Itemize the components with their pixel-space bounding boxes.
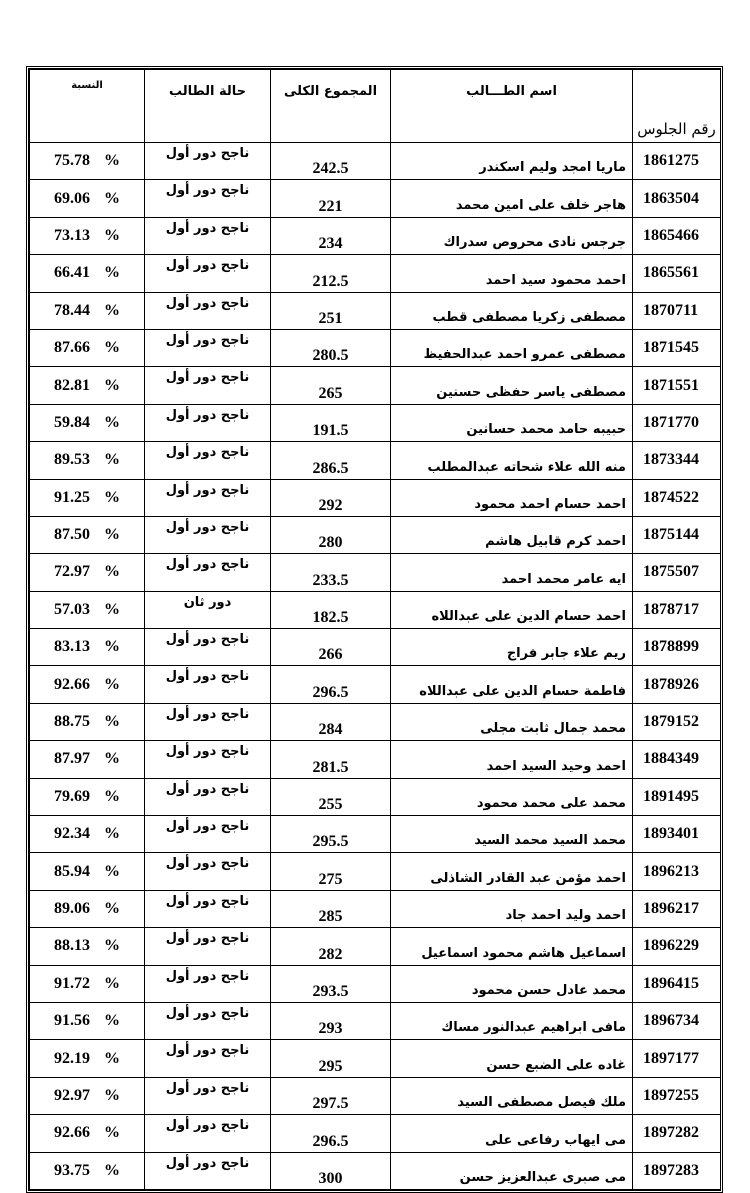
total-cell: 212.5 — [271, 255, 391, 292]
table-row — [30, 1077, 721, 1114]
percent-cell — [30, 816, 145, 853]
total-cell: 221 — [271, 180, 391, 217]
percent-value: 92.34 — [54, 825, 90, 843]
student-name-cell: مصطفى ياسر حفظى حسنين — [391, 367, 633, 404]
percent-value: 87.50 — [54, 526, 90, 544]
total-cell: 234 — [271, 217, 391, 254]
total-cell: 295 — [271, 1040, 391, 1077]
total-cell: 295.5 — [271, 816, 391, 853]
table-row — [30, 217, 721, 254]
header-total: المجموع الكلى — [271, 70, 391, 143]
percent-cell — [30, 217, 145, 254]
percent-sign: % — [104, 900, 120, 917]
table-row — [30, 1152, 721, 1189]
status-cell: ناجح دور أول — [145, 143, 271, 180]
percent-value: 69.06 — [54, 189, 90, 207]
status-cell: ناجح دور أول — [145, 703, 271, 740]
table-row — [30, 703, 721, 740]
student-name-cell: فاطمة حسام الدين على عبداللاه — [391, 666, 633, 703]
table-row — [30, 479, 721, 516]
percent-value: 91.72 — [54, 974, 90, 992]
percent-cell — [30, 1115, 145, 1152]
student-name-cell: ملك فيصل مصطفى السيد — [391, 1077, 633, 1114]
seat-number-cell: 1874522 — [633, 479, 721, 516]
table-row — [30, 292, 721, 329]
table-row — [30, 890, 721, 927]
status-cell: ناجح دور أول — [145, 1077, 271, 1114]
student-name-cell: احمد وليد احمد جاد — [391, 890, 633, 927]
results-sheet — [26, 66, 723, 1193]
status-cell: ناجح دور أول — [145, 255, 271, 292]
student-name-cell: مافى ابراهيم عبدالنور مساك — [391, 1002, 633, 1039]
student-name-cell: ايه عامر محمد احمد — [391, 554, 633, 591]
status-cell: ناجح دور أول — [145, 329, 271, 366]
status-cell: ناجح دور أول — [145, 1152, 271, 1189]
percent-sign: % — [104, 451, 120, 469]
status-cell: ناجح دور أول — [145, 965, 271, 1002]
percent-sign: % — [104, 488, 120, 506]
status-cell: ناجح دور أول — [145, 217, 271, 254]
percent-sign: % — [104, 152, 120, 170]
percent-sign: % — [104, 974, 120, 992]
table-row — [30, 928, 721, 965]
table-row — [30, 442, 721, 479]
student-name-cell: احمد حسام احمد محمود — [391, 479, 633, 516]
student-name-cell: مصطفى زكريا مصطفى قطب — [391, 292, 633, 329]
percent-cell — [30, 143, 145, 180]
percent-cell — [30, 442, 145, 479]
total-cell: 266 — [271, 629, 391, 666]
table-row — [30, 1002, 721, 1039]
seat-number-cell: 1897283 — [633, 1152, 721, 1189]
percent-cell — [30, 928, 145, 965]
percent-sign: % — [104, 1124, 120, 1142]
results-table-body — [30, 70, 721, 1190]
student-name-cell: مصطفى عمرو احمد عبدالحفيظ — [391, 329, 633, 366]
seat-number-cell: 1891495 — [633, 778, 721, 815]
table-row — [30, 965, 721, 1002]
header-name: اسم الطـــالب — [391, 70, 633, 143]
percent-value: 75.78 — [54, 152, 90, 170]
student-name-cell: احمد حسام الدين على عبداللاه — [391, 591, 633, 628]
total-cell: 182.5 — [271, 591, 391, 628]
seat-number-cell: 1896217 — [633, 890, 721, 927]
percent-cell — [30, 703, 145, 740]
status-cell: ناجح دور أول — [145, 1115, 271, 1152]
percent-sign: % — [104, 1161, 120, 1179]
percent-cell — [30, 965, 145, 1002]
table-row — [30, 329, 721, 366]
table-row — [30, 666, 721, 703]
percent-value: 59.84 — [54, 413, 90, 431]
total-cell: 296.5 — [271, 666, 391, 703]
table-row — [30, 629, 721, 666]
total-cell: 296.5 — [271, 1115, 391, 1152]
percent-cell — [30, 479, 145, 516]
percent-cell — [30, 516, 145, 553]
total-cell: 280.5 — [271, 329, 391, 366]
status-cell: ناجح دور أول — [145, 778, 271, 815]
student-name-cell: ماريا امجد وليم اسكندر — [391, 143, 633, 180]
status-cell: ناجح دور أول — [145, 853, 271, 890]
table-row — [30, 816, 721, 853]
percent-value: 72.97 — [54, 563, 90, 581]
table-row — [30, 778, 721, 815]
total-cell: 293.5 — [271, 965, 391, 1002]
student-name-cell: غاده على الضبع حسن — [391, 1040, 633, 1077]
percent-cell — [30, 554, 145, 591]
total-cell: 275 — [271, 853, 391, 890]
percent-sign: % — [104, 1086, 120, 1104]
total-cell: 255 — [271, 778, 391, 815]
seat-number-cell: 1878926 — [633, 666, 721, 703]
percent-value: 87.97 — [54, 750, 90, 768]
percent-value: 92.19 — [54, 1049, 90, 1067]
total-cell: 293 — [271, 1002, 391, 1039]
percent-value: 89.06 — [54, 900, 90, 917]
status-cell: ناجح دور أول — [145, 180, 271, 217]
total-cell: 286.5 — [271, 442, 391, 479]
percent-value: 93.75 — [54, 1161, 90, 1179]
header-status: حالة الطالب — [145, 70, 271, 143]
percent-cell — [30, 629, 145, 666]
table-row — [30, 404, 721, 441]
seat-number-cell: 1873344 — [633, 442, 721, 479]
percent-cell — [30, 367, 145, 404]
percent-cell — [30, 778, 145, 815]
percent-cell — [30, 180, 145, 217]
seat-number-cell: 1897255 — [633, 1077, 721, 1114]
percent-cell — [30, 404, 145, 441]
percent-sign: % — [104, 675, 120, 693]
percent-value: 92.97 — [54, 1086, 90, 1104]
table-row — [30, 255, 721, 292]
student-name-cell: جرجس نادى محروص سدراك — [391, 217, 633, 254]
table-row — [30, 143, 721, 180]
percent-sign: % — [104, 301, 120, 319]
percent-cell — [30, 1002, 145, 1039]
status-cell: ناجح دور أول — [145, 516, 271, 553]
table-row — [30, 591, 721, 628]
student-name-cell: احمد مؤمن عبد القادر الشاذلى — [391, 853, 633, 890]
percent-value: 92.66 — [54, 675, 90, 693]
status-cell: ناجح دور أول — [145, 367, 271, 404]
seat-number-cell: 1884349 — [633, 741, 721, 778]
seat-number-cell: 1861275 — [633, 143, 721, 180]
seat-number-cell: 1870711 — [633, 292, 721, 329]
table-row — [30, 180, 721, 217]
percent-sign: % — [104, 413, 120, 431]
percent-cell — [30, 255, 145, 292]
table-row — [30, 516, 721, 553]
percent-cell — [30, 329, 145, 366]
results-table — [29, 69, 721, 1190]
percent-cell — [30, 741, 145, 778]
seat-number-cell: 1897177 — [633, 1040, 721, 1077]
percent-cell — [30, 591, 145, 628]
student-name-cell: محمد على محمد محمود — [391, 778, 633, 815]
percent-sign: % — [104, 937, 120, 955]
table-row — [30, 853, 721, 890]
percent-cell — [30, 292, 145, 329]
seat-number-cell: 1897282 — [633, 1115, 721, 1152]
percent-sign: % — [104, 1012, 120, 1030]
total-cell: 292 — [271, 479, 391, 516]
student-name-cell: محمد عادل حسن محمود — [391, 965, 633, 1002]
percent-cell — [30, 853, 145, 890]
percent-value: 57.03 — [54, 600, 90, 618]
percent-value: 92.66 — [54, 1124, 90, 1142]
percent-sign: % — [104, 189, 120, 207]
seat-number-cell: 1896415 — [633, 965, 721, 1002]
total-cell: 265 — [271, 367, 391, 404]
percent-sign: % — [104, 750, 120, 768]
total-cell: 297.5 — [271, 1077, 391, 1114]
status-cell: ناجح دور أول — [145, 890, 271, 927]
status-cell: ناجح دور أول — [145, 629, 271, 666]
student-name-cell: اسماعيل هاشم محمود اسماعيل — [391, 928, 633, 965]
seat-number-cell: 1896734 — [633, 1002, 721, 1039]
seat-number-cell: 1875144 — [633, 516, 721, 553]
seat-number-cell: 1896213 — [633, 853, 721, 890]
total-cell: 284 — [271, 703, 391, 740]
table-row — [30, 1040, 721, 1077]
percent-cell — [30, 666, 145, 703]
student-name-cell: احمد وحيد السيد احمد — [391, 741, 633, 778]
seat-number-cell: 1893401 — [633, 816, 721, 853]
seat-number-cell: 1863504 — [633, 180, 721, 217]
percent-value: 82.81 — [54, 376, 90, 394]
seat-number-cell: 1871770 — [633, 404, 721, 441]
seat-number-cell: 1871551 — [633, 367, 721, 404]
total-cell: 281.5 — [271, 741, 391, 778]
seat-number-cell: 1865561 — [633, 255, 721, 292]
status-cell: ناجح دور أول — [145, 404, 271, 441]
seat-number-cell: 1878899 — [633, 629, 721, 666]
status-cell: ناجح دور أول — [145, 741, 271, 778]
percent-value: 73.13 — [54, 226, 90, 244]
percent-value: 91.56 — [54, 1012, 90, 1030]
status-cell: ناجح دور أول — [145, 479, 271, 516]
percent-cell — [30, 890, 145, 927]
seat-number-cell: 1871545 — [633, 329, 721, 366]
percent-value: 88.13 — [54, 937, 90, 955]
status-cell: ناجح دور أول — [145, 928, 271, 965]
percent-value: 66.41 — [54, 264, 90, 282]
status-cell: ناجح دور أول — [145, 1002, 271, 1039]
percent-sign: % — [104, 638, 120, 656]
student-name-cell: محمد السيد محمد السيد — [391, 816, 633, 853]
total-cell: 242.5 — [271, 143, 391, 180]
percent-sign: % — [104, 264, 120, 282]
percent-sign: % — [104, 713, 120, 731]
seat-number-cell: 1865466 — [633, 217, 721, 254]
status-cell: ناجح دور أول — [145, 1040, 271, 1077]
table-row — [30, 367, 721, 404]
total-cell: 233.5 — [271, 554, 391, 591]
header-percent: النسبة — [30, 70, 145, 143]
percent-value: 78.44 — [54, 301, 90, 319]
header-seat-number: رقم الجلوس — [633, 70, 721, 143]
student-name-cell: منه الله علاء شحاته عبدالمطلب — [391, 442, 633, 479]
percent-sign: % — [104, 825, 120, 843]
status-cell: ناجح دور أول — [145, 666, 271, 703]
student-name-cell: احمد محمود سيد احمد — [391, 255, 633, 292]
table-row — [30, 1115, 721, 1152]
percent-value: 83.13 — [54, 638, 90, 656]
percent-sign: % — [104, 862, 120, 880]
percent-cell — [30, 1040, 145, 1077]
status-cell: ناجح دور أول — [145, 442, 271, 479]
total-cell: 191.5 — [271, 404, 391, 441]
percent-sign: % — [104, 226, 120, 244]
student-name-cell: حبيبه حامد محمد حسانين — [391, 404, 633, 441]
status-cell: دور ثان — [145, 591, 271, 628]
total-cell: 282 — [271, 928, 391, 965]
percent-sign: % — [104, 376, 120, 394]
seat-number-cell: 1875507 — [633, 554, 721, 591]
seat-number-cell: 1879152 — [633, 703, 721, 740]
seat-number-cell: 1896229 — [633, 928, 721, 965]
student-name-cell: هاجر خلف على امين محمد — [391, 180, 633, 217]
table-header-row — [30, 70, 721, 143]
student-name-cell: مى صبرى عبدالعزيز حسن — [391, 1152, 633, 1189]
percent-value: 89.53 — [54, 451, 90, 469]
total-cell: 251 — [271, 292, 391, 329]
percent-value: 79.69 — [54, 787, 90, 805]
student-name-cell: مى ايهاب رفاعى على — [391, 1115, 633, 1152]
percent-value: 88.75 — [54, 713, 90, 731]
percent-sign: % — [104, 1049, 120, 1067]
table-row — [30, 554, 721, 591]
total-cell: 300 — [271, 1152, 391, 1189]
percent-value: 91.25 — [54, 488, 90, 506]
student-name-cell: احمد كرم قابيل هاشم — [391, 516, 633, 553]
total-cell: 285 — [271, 890, 391, 927]
percent-cell — [30, 1077, 145, 1114]
percent-sign: % — [104, 787, 120, 805]
status-cell: ناجح دور أول — [145, 554, 271, 591]
student-name-cell: ريم علاء جابر فراج — [391, 629, 633, 666]
table-row — [30, 741, 721, 778]
percent-sign: % — [104, 526, 120, 544]
seat-number-cell: 1878717 — [633, 591, 721, 628]
percent-sign: % — [104, 563, 120, 581]
percent-cell — [30, 1152, 145, 1189]
status-cell: ناجح دور أول — [145, 816, 271, 853]
percent-sign: % — [104, 339, 120, 357]
status-cell: ناجح دور أول — [145, 292, 271, 329]
percent-value: 85.94 — [54, 862, 90, 880]
total-cell: 280 — [271, 516, 391, 553]
percent-value: 87.66 — [54, 339, 90, 357]
percent-sign: % — [104, 600, 120, 618]
student-name-cell: محمد جمال ثابت مجلى — [391, 703, 633, 740]
